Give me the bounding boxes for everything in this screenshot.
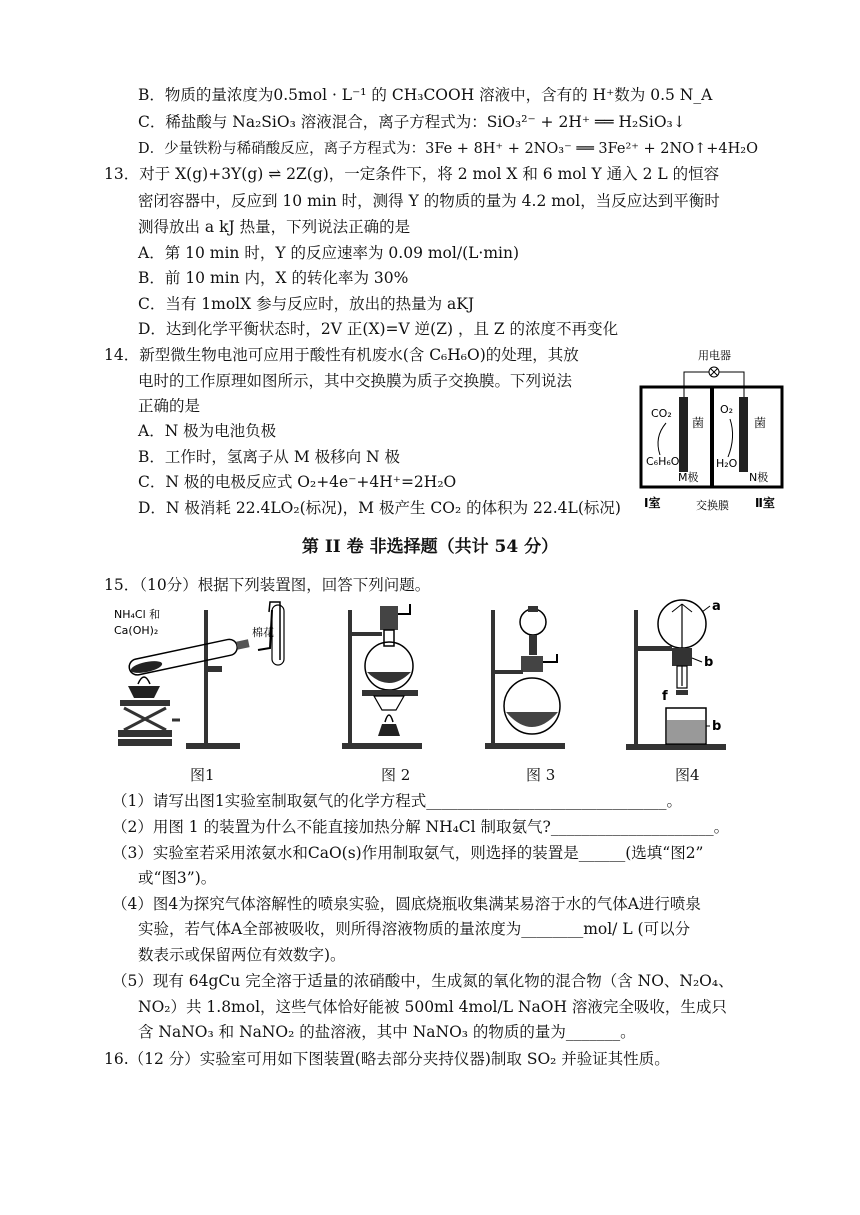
section-heading: 第 II 卷 非选择题（共计 54 分） — [301, 537, 559, 557]
room1-label: Ⅰ室 — [644, 496, 661, 510]
figure-2-apparatus — [340, 600, 440, 758]
q13-option-c: C．当有 1molX 参与反应时，放出的热量为 aKJ — [138, 295, 475, 313]
q13-stem-line2: 密闭容器中，反应到 10 min 时，测得 Y 的物质的量为 4.2 mol，当反应达到平衡时 — [138, 192, 720, 210]
q15-part4-line3: 数表示或保留两位有效数字)。 — [138, 946, 346, 964]
q12-option-d: D．少量铁粉与稀硝酸反应，离子方程式为：3Fe + 8H⁺ + 2NO₃⁻ ══ 3Fe²⁺ + 2NO↑+4H₂O — [138, 141, 758, 157]
figure-1-apparatus — [112, 600, 292, 758]
c6h6o-label: C₆H₆O — [646, 455, 680, 468]
q14-option-a: A．N 极为电池负极 — [138, 422, 277, 440]
bacteria-right: 菌 — [754, 416, 767, 430]
fig3-funnel — [520, 609, 546, 635]
q15-part2: （2）用图 1 的装置为什么不能直接加热分解 NH₄Cl 制取氨气?_____________________。 — [112, 818, 730, 836]
figure-3-caption: 图 3 — [526, 766, 556, 784]
fig4-label-a: a — [712, 599, 721, 614]
n-electrode — [739, 397, 748, 472]
fuel-cell-diagram — [636, 345, 786, 515]
fig2-ring — [362, 690, 418, 696]
q13-option-a: A．第 10 min 时，Y 的反应速率为 0.09 mol/(L·min) — [138, 244, 520, 262]
co2-label: CO₂ — [651, 407, 672, 420]
room2-label: Ⅱ室 — [755, 496, 775, 510]
figure-3-apparatus — [483, 600, 583, 758]
fig1-reagent-label-1: NH₄Cl 和 — [114, 608, 161, 621]
membrane-label: 交换膜 — [696, 499, 729, 512]
figure-1-caption: 图1 — [190, 766, 215, 784]
q13-option-b: B．前 10 min 内，X 的转化率为 30% — [138, 269, 409, 287]
fig1-cotton-label: 棉花 — [252, 626, 274, 639]
q15-part3-line2: 或“图3”)。 — [138, 869, 217, 887]
q15-part4-line1: （4）图4为探究气体溶解性的喷泉实验，圆底烧瓶收集满某易溶于水的气体A进行喷泉 — [112, 895, 701, 913]
figure-2-caption: 图 2 — [381, 766, 411, 784]
q16-stem: 16.（12 分）实验室可用如下图装置(略去部分夹持仪器)制取 SO₂ 并验证其性质。 — [104, 1050, 670, 1068]
bacteria-left: 菌 — [692, 416, 705, 430]
q15-part1: （1）请写出图1实验室制取氨气的化学方程式_______________________________。 — [112, 792, 682, 810]
figure-4-apparatus — [622, 596, 732, 758]
q15-part5-line2: NO₂）共 1.8mol，这些气体恰好能被 500ml 4mol/L NaOH 溶液完全吸收，生成只 — [138, 998, 727, 1016]
q14-option-d: D．N 极消耗 22.4LO₂(标况)，M 极产生 CO₂ 的体积为 22.4L(标况) — [138, 499, 621, 517]
fig4-label-b1: b — [704, 655, 714, 670]
device-label: 用电器 — [698, 349, 731, 362]
n-pole-label: N极 — [749, 471, 769, 484]
q14-stem-line1: 14．新型微生物电池可应用于酸性有机废水(含 C₆H₆O)的处理，其放 — [104, 346, 579, 364]
q12-option-b: B．物质的量浓度为0.5mol · L⁻¹ 的 CH₃COOH 溶液中，含有的 H⁺数为 0.5 N_A — [138, 86, 713, 104]
q14-option-b: B．工作时，氢离子从 M 极移向 N 极 — [138, 448, 401, 466]
q14-stem-line2: 电时的工作原理如图所示，其中交换膜为质子交换膜。下列说法 — [138, 372, 573, 390]
m-electrode — [679, 397, 688, 472]
m-pole-label: M极 — [678, 471, 699, 484]
fig4-label-b2: b — [712, 719, 722, 734]
h2o-label: H₂O — [716, 457, 738, 470]
q13-stem-line1: 13．对于 X(g)+3Y(g) ⇌ 2Z(g)，一定条件下，将 2 mol X 和 6 mol Y 通入 2 L 的恒容 — [104, 165, 720, 183]
figure-4-caption: 图4 — [675, 766, 700, 784]
q13-stem-line3: 测得放出 a kJ 热量，下列说法正确的是 — [138, 218, 411, 236]
q15-part5-line1: （5）现有 64gCu 完全溶于适量的浓硝酸中，生成氮的氧化物的混合物（含 NO、N₂O₄、 — [112, 972, 734, 990]
q15-part3-line1: （3）实验室若采用浓氨水和CaO(s)作用制取氨气，则选择的装置是______(选填“图2” — [112, 844, 704, 862]
fig4-label-f: f — [662, 689, 668, 704]
q14-stem-line3: 正确的是 — [138, 397, 201, 415]
o2-label: O₂ — [720, 403, 734, 416]
q15-part5-line3: 含 NaNO₃ 和 NaNO₂ 的盐溶液，其中 NaNO₃ 的物质的量为_______。 — [138, 1023, 636, 1041]
q15-stem: 15．（10分）根据下列装置图，回答下列问题。 — [104, 576, 431, 594]
q14-option-c: C．N 极的电极反应式 O₂+4e⁻+4H⁺=2H₂O — [138, 473, 457, 491]
q13-option-d: D．达到化学平衡状态时，2V 正(X)=V 逆(Z) ，且 Z 的浓度不再变化 — [138, 320, 619, 338]
fig1-reagent-label-2: Ca(OH)₂ — [114, 624, 159, 637]
q12-option-c: C．稀盐酸与 Na₂SiO₃ 溶液混合，离子方程式为：SiO₃²⁻ + 2H⁺ ══ H₂SiO₃↓ — [138, 113, 686, 131]
q15-part4-line2: 实验，若气体A全部被吸收，则所得溶液物质的量浓度为________mol/ L (可以分 — [138, 920, 691, 938]
